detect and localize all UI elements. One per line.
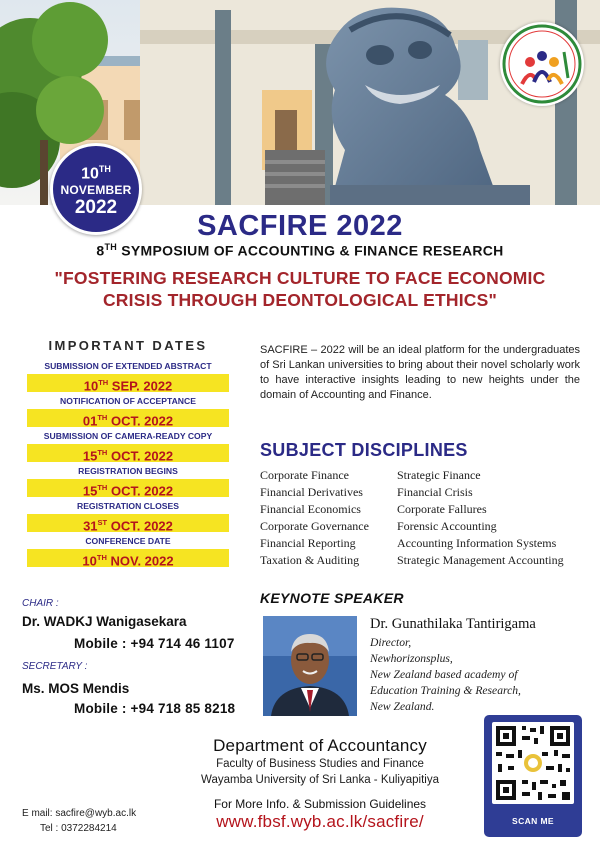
secretary-label: SECRETARY :: [22, 661, 88, 672]
date-day: 10: [83, 378, 99, 394]
list-item: Financial Reporting: [260, 536, 356, 550]
date-item: [26, 360, 230, 392]
date-label: NOTIFICATION OF ACCEPTANCE: [60, 396, 196, 406]
list-item: Forensic Accounting: [397, 519, 497, 533]
date-suffix: TH: [98, 378, 109, 387]
event-description: SACFIRE – 2022 will be an ideal platform for the undergraduates of Sri Lankan universities to bring about their novel scholarly work to have interactive insights leading to new heights under the domain of Accounting and Finance.: [260, 344, 580, 401]
date-item: [26, 395, 230, 427]
symposium-ordinal: 8: [96, 242, 105, 259]
theme-text: [0, 267, 600, 311]
date-day: 31: [83, 518, 98, 534]
subject-list-left: [260, 467, 369, 569]
symposium-ordinal-suffix: TH: [104, 242, 118, 252]
date-rest: NOV. 2022: [106, 553, 174, 569]
logo-graphic-icon: [500, 22, 584, 106]
keynote-title: KEYNOTE SPEAKER: [260, 590, 404, 606]
department-name: Department of Accountancy: [213, 736, 427, 755]
list-item: Corporate Governance: [260, 519, 369, 533]
date-rest: SEP. 2022: [108, 378, 173, 394]
list-item: Taxation & Auditing: [260, 553, 360, 567]
date-label: REGISTRATION BEGINS: [78, 466, 178, 476]
date-label: CONFERENCE DATE: [85, 536, 171, 546]
date-day: 01: [82, 413, 98, 429]
list-item: Corporate Finance: [260, 468, 349, 482]
speaker-detail-line: New Zealand.: [370, 700, 435, 713]
date-day: 15: [82, 448, 98, 464]
badge-month: NOVEMBER: [60, 183, 132, 198]
date-rest: OCT. 2022: [107, 483, 174, 499]
date-value: [27, 514, 229, 532]
date-label: REGISTRATION CLOSES: [76, 501, 180, 511]
important-dates-title: IMPORTANT DATES: [48, 338, 208, 353]
telephone[interactable]: Tel : 0372284214: [40, 823, 117, 834]
list-item: Financial Economics: [260, 502, 361, 516]
symposium-subtitle: [0, 242, 600, 259]
symposium-name: SYMPOSIUM OF ACCOUNTING & FINANCE RESEARCH: [117, 242, 504, 259]
subject-list-right: [397, 467, 564, 569]
theme-line-2: CRISIS THROUGH DEONTOLOGICAL ETHICS": [102, 290, 498, 310]
chair-label: CHAIR :: [22, 598, 59, 609]
date-item: [26, 430, 230, 462]
date-item: [26, 465, 230, 497]
date-item: [26, 535, 230, 567]
date-suffix: ST: [97, 518, 108, 527]
date-suffix: TH: [97, 448, 108, 457]
secretary-name: Ms. MOS Mendis: [22, 681, 130, 696]
speaker-detail-line: New Zealand based academy of: [370, 668, 518, 681]
theme-line-1: "FOSTERING RESEARCH CULTURE TO FACE ECONOMIC: [54, 268, 546, 288]
faculty-name: Faculty of Business Studies and Finance: [216, 758, 424, 770]
secretary-mobile[interactable]: Mobile : +94 718 85 8218: [74, 701, 236, 716]
speaker-portrait-icon: [263, 616, 357, 716]
date-suffix: TH: [97, 413, 108, 422]
date-value: [27, 374, 229, 392]
list-item: Corporate Fallures: [397, 502, 487, 516]
date-rest: OCT. 2022: [107, 518, 173, 534]
qr-code[interactable]: [492, 722, 574, 804]
speaker-detail-line: Education Training & Research,: [370, 684, 521, 697]
list-item: Strategic Finance: [397, 468, 481, 482]
date-suffix: TH: [97, 483, 108, 492]
list-item: Accounting Information Systems: [397, 536, 557, 550]
date-value: [27, 409, 229, 427]
list-item: Financial Derivatives: [260, 485, 363, 499]
subject-disciplines-title: SUBJECT DISCIPLINES: [260, 440, 468, 460]
more-info-text: For More Info. & Submission Guidelines: [213, 797, 427, 811]
sacfire-logo: [500, 22, 584, 106]
speaker-detail-line: Director,: [370, 636, 412, 649]
list-item: Strategic Management Accounting: [397, 553, 564, 567]
important-dates: [26, 338, 230, 570]
scan-me-label: SCAN ME: [512, 816, 554, 826]
date-value: [27, 549, 229, 567]
university-name: Wayamba University of Sri Lanka - Kuliyapitiya: [201, 774, 439, 786]
date-label: SUBMISSION OF CAMERA-READY COPY: [43, 431, 213, 441]
chair-name: Dr. WADKJ Wanigasekara: [22, 614, 187, 629]
website-link[interactable]: www.fbsf.wyb.ac.lk/sacfire/: [216, 812, 424, 831]
qr-code-card[interactable]: [484, 715, 582, 837]
speaker-name: Dr. Gunathilaka Tantirigama: [370, 616, 536, 632]
badge-day-suffix: TH: [98, 163, 111, 174]
speaker-detail-line: Newhorizonsplus,: [370, 652, 453, 665]
date-suffix: TH: [96, 553, 107, 562]
speaker-photo: [263, 616, 357, 716]
qr-code-icon: [492, 722, 574, 804]
badge-day: 10: [81, 165, 99, 183]
date-rest: OCT. 2022: [107, 413, 174, 429]
date-value: [27, 479, 229, 497]
badge-year: 2022: [74, 197, 118, 219]
date-value: [27, 444, 229, 462]
event-title: SACFIRE 2022: [197, 210, 403, 242]
speaker-details: [370, 635, 521, 715]
date-rest: OCT. 2022: [107, 448, 174, 464]
date-label: SUBMISSION OF EXTENDED ABSTRACT: [44, 361, 212, 371]
chair-mobile[interactable]: Mobile : +94 714 46 1107: [74, 636, 235, 651]
date-day: 15: [82, 483, 98, 499]
list-item: Financial Crisis: [397, 485, 473, 499]
email-link[interactable]: E mail: sacfire@wyb.ac.lk: [22, 808, 137, 819]
date-item: [26, 500, 230, 532]
date-day: 10: [82, 553, 97, 569]
